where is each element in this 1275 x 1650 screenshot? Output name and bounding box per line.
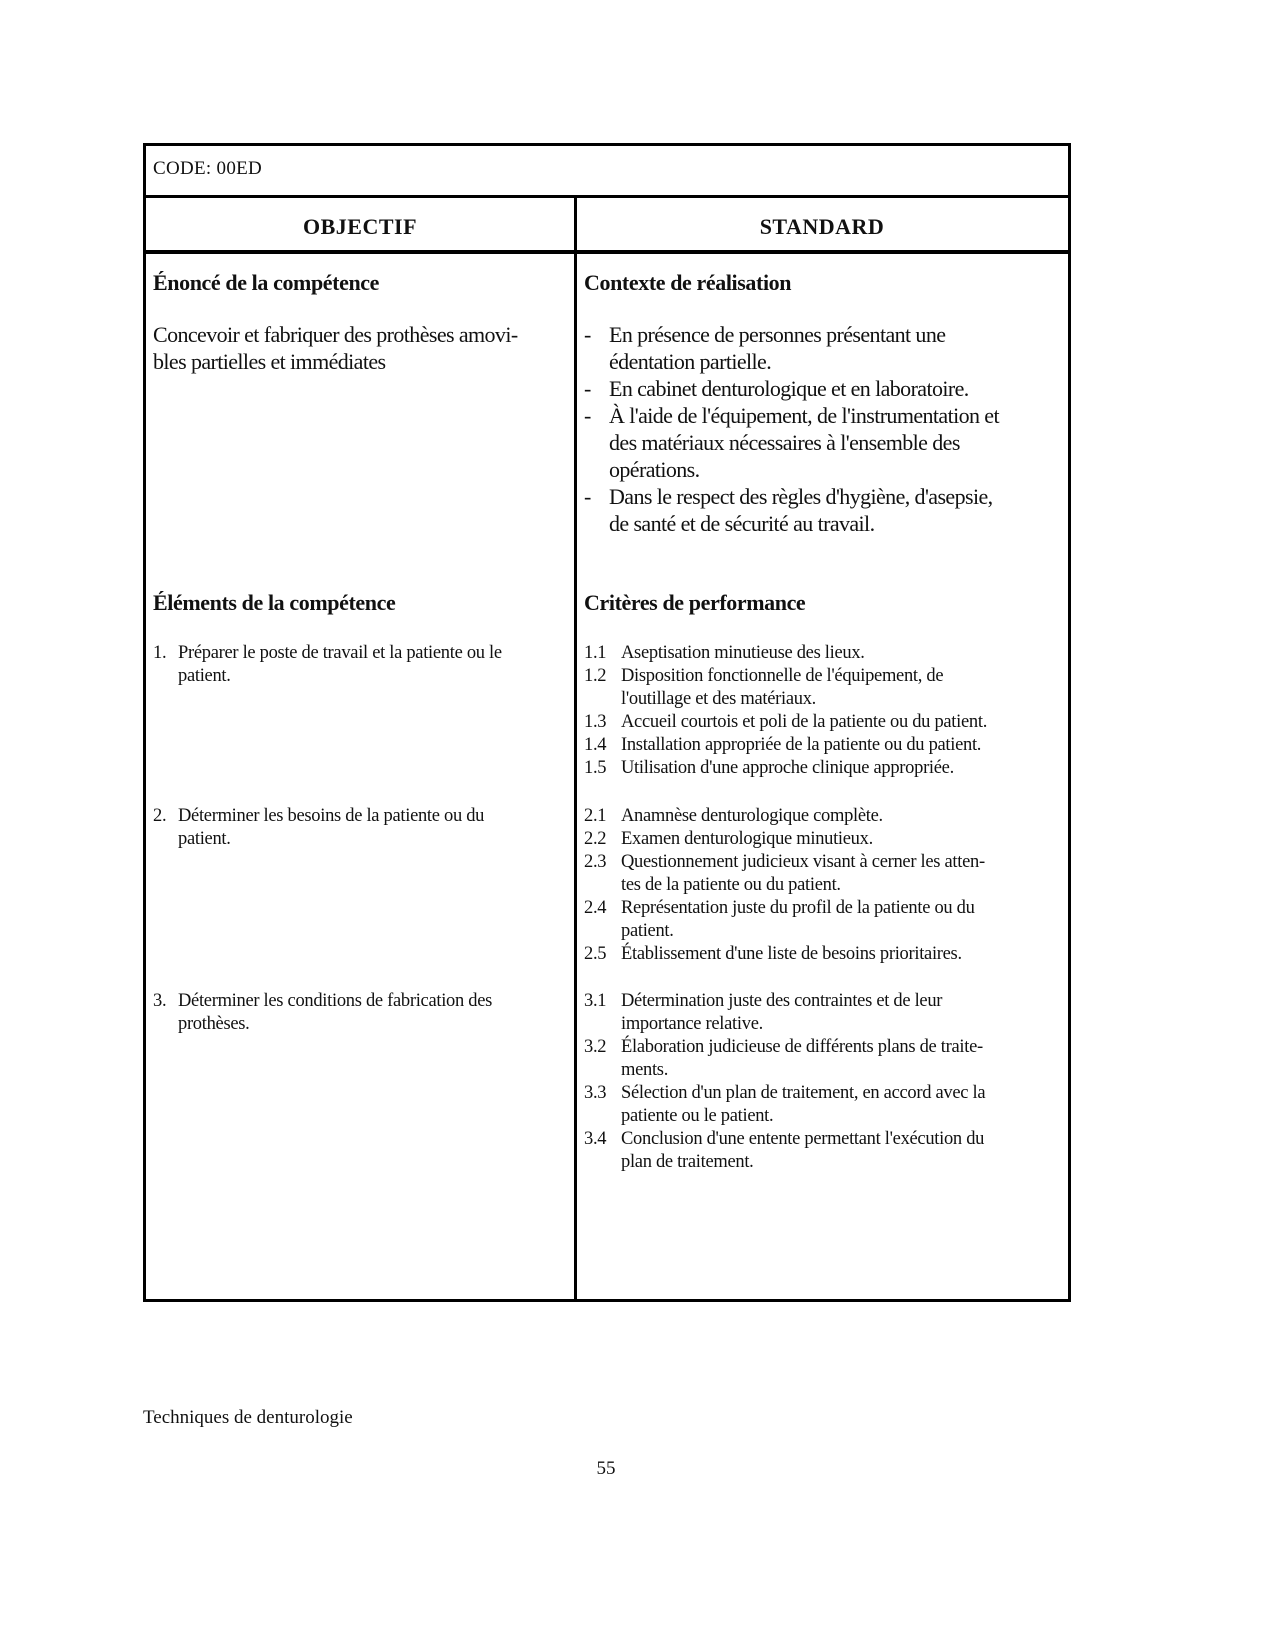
criterion-text: Aseptisation minutieuse des lieux. (621, 643, 865, 663)
contexte-item-text: édentation partielle. (609, 349, 772, 374)
contexte-item-line (584, 348, 999, 375)
divider (143, 195, 1071, 198)
element-text: prothèses. (178, 1014, 250, 1034)
criterion-number: 1.5 (584, 758, 607, 778)
footer-title: Techniques de denturologie (143, 1407, 353, 1428)
enonce-line: Concevoir et fabriquer des prothèses amovi- (153, 322, 518, 347)
criterion-number: 2.4 (584, 898, 607, 918)
criterion-text: plan de traitement. (621, 1152, 754, 1172)
criterion-line (584, 757, 987, 780)
criterion-line (584, 1151, 985, 1174)
element-line (153, 1013, 492, 1036)
criterion-text: Conclusion d'une entente permettant l'exécution du (621, 1129, 985, 1149)
criterion-text: Questionnement judicieux visant à cerner les atten- (621, 852, 985, 872)
contexte-heading: Contexte de réalisation (584, 270, 792, 295)
criterion-text: Utilisation d'une approche clinique appropriée. (621, 758, 954, 778)
criterion-line (584, 688, 987, 711)
criterion-number: 1.4 (584, 735, 607, 755)
criteria-group (584, 805, 985, 966)
criterion-text: Élaboration judicieuse de différents plans de traite- (621, 1037, 983, 1057)
criteria-group (584, 990, 985, 1174)
criterion-text: Accueil courtois et poli de la patiente ou du patient. (621, 712, 988, 732)
criterion-number: 1.3 (584, 712, 607, 732)
element-text: Déterminer les conditions de fabrication des (178, 991, 493, 1011)
header-standard: STANDARD (759, 214, 885, 239)
contexte-item-line (584, 375, 999, 402)
criterion-text: Installation appropriée de la patiente ou du patient. (621, 735, 982, 755)
criterion-line (584, 851, 985, 874)
criterion-line (584, 805, 985, 828)
code-label: CODE: 00ED (153, 158, 263, 179)
element-line (153, 642, 502, 665)
criterion-number: 1.2 (584, 666, 607, 686)
criterion-number: 2.5 (584, 944, 607, 964)
element-number: 1. (153, 643, 167, 663)
contexte-item-line (584, 402, 999, 429)
element-text: Préparer le poste de travail et la patiente ou le (178, 643, 502, 663)
contexte-item-text: de santé et de sécurité au travail. (609, 511, 875, 536)
criterion-line (584, 943, 985, 966)
element-text: Déterminer les besoins de la patiente ou du (178, 806, 485, 826)
criterion-line (584, 665, 987, 688)
elements-heading: Éléments de la compétence (153, 590, 396, 615)
contexte-item-number: - (584, 403, 591, 428)
enonce-text (153, 321, 518, 375)
criterion-line (584, 828, 985, 851)
header-objectif: OBJECTIF (302, 214, 418, 239)
criterion-number: 3.4 (584, 1129, 607, 1149)
criteres-heading: Critères de performance (584, 590, 806, 615)
element-number: 3. (153, 991, 167, 1011)
criterion-line (584, 874, 985, 897)
element-line (153, 990, 492, 1013)
contexte-item-number: - (584, 376, 591, 401)
criterion-text: l'outillage et des matériaux. (621, 689, 816, 709)
criterion-text: Sélection d'un plan de traitement, en accord avec la (621, 1083, 986, 1103)
criterion-number: 1.1 (584, 643, 607, 663)
criterion-number: 3.1 (584, 991, 607, 1011)
element-item (153, 805, 484, 851)
contexte-item-text: En cabinet denturologique et en laboratoire. (609, 376, 969, 401)
contexte-item-number: - (584, 484, 591, 509)
criterion-text: importance relative. (621, 1014, 763, 1034)
criterion-number: 2.1 (584, 806, 607, 826)
element-line (153, 805, 484, 828)
criteria-group (584, 642, 987, 780)
contexte-item-number: - (584, 322, 591, 347)
contexte-item-line (584, 510, 999, 537)
criterion-line (584, 711, 987, 734)
criterion-line (584, 1082, 985, 1105)
contexte-item-line (584, 429, 999, 456)
contexte-item-text: En présence de personnes présentant une (609, 322, 946, 347)
contexte-list (584, 321, 999, 537)
criterion-text: Anamnèse denturologique complète. (621, 806, 883, 826)
contexte-item-line (584, 321, 999, 348)
criterion-text: Représentation juste du profil de la patiente ou du (621, 898, 975, 918)
criterion-text: patiente ou le patient. (621, 1106, 774, 1126)
contexte-item-text: opérations. (609, 457, 700, 482)
contexte-item-line (584, 456, 999, 483)
criterion-line (584, 920, 985, 943)
element-item (153, 642, 502, 688)
contexte-item-text: des matériaux nécessaires à l'ensemble des (609, 430, 960, 455)
criterion-text: tes de la patiente ou du patient. (621, 875, 841, 895)
contexte-item-line (584, 483, 999, 510)
element-number: 2. (153, 806, 167, 826)
criterion-text: ments. (621, 1060, 669, 1080)
criterion-line (584, 1036, 985, 1059)
criterion-text: patient. (621, 921, 674, 941)
criterion-text: Examen denturologique minutieux. (621, 829, 873, 849)
criterion-line (584, 990, 985, 1013)
enonce-heading: Énoncé de la compétence (153, 270, 380, 295)
criterion-text: Détermination juste des contraintes et de leur (621, 991, 943, 1011)
criterion-line (584, 1105, 985, 1128)
criterion-line (584, 1013, 985, 1036)
divider (143, 250, 1071, 254)
criterion-text: Établissement d'une liste de besoins prioritaires. (621, 944, 962, 964)
element-text: patient. (178, 829, 231, 849)
element-line (153, 828, 484, 851)
contexte-item-text: Dans le respect des règles d'hygiène, d'asepsie, (609, 484, 993, 509)
contexte-item-text: À l'aide de l'équipement, de l'instrumentation et (609, 403, 999, 428)
column-divider (574, 197, 577, 1299)
criterion-number: 2.2 (584, 829, 607, 849)
element-item (153, 990, 492, 1036)
criterion-line (584, 734, 987, 757)
page-number: 55 (596, 1458, 616, 1479)
element-text: patient. (178, 666, 231, 686)
criterion-line (584, 897, 985, 920)
criterion-number: 2.3 (584, 852, 607, 872)
criterion-line (584, 1128, 985, 1151)
criterion-number: 3.3 (584, 1083, 607, 1103)
criterion-text: Disposition fonctionnelle de l'équipement, de (621, 666, 944, 686)
criterion-number: 3.2 (584, 1037, 607, 1057)
element-line (153, 665, 502, 688)
criterion-line (584, 642, 987, 665)
enonce-line: bles partielles et immédiates (153, 349, 386, 374)
criterion-line (584, 1059, 985, 1082)
